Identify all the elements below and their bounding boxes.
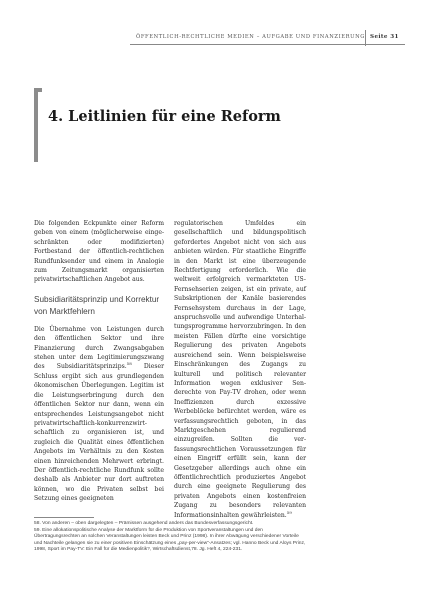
paragraph-text: Die Übernahme von Leistungen durch den öffentlichen Sektor und ihre Finanzierung durch Zwangsabgaben stehen unter dem Legitimierungszwang des Subsidiaritätsprinzips. bbox=[34, 325, 164, 371]
chapter-title: 4. Leitlinien für eine Reform bbox=[48, 108, 281, 125]
paragraph bbox=[174, 219, 306, 520]
header-rule bbox=[130, 44, 405, 45]
footnote-rule bbox=[34, 517, 94, 518]
footnote: 59. Eine allokationspolitische Analyse der Marktform für die Produktion von Sportveranstaltungen und den Übertragungsrechten an solchen Veranstaltungen leisten Beck und Prinz (1998). In ihrer Abwägung verschiedener Vorteile und Nachteile gelangen sie zu einer positiven Einschätzung eines „pay-per-view“-Ansatzes; vgl. Hanno Beck und Aloys Prinz, 1998, Sport im Pay-TV: Ein Fall für die Medienpolitik?, Wirtschaftsdienst,78. Jg. Heft 4, 224-231. bbox=[34, 527, 306, 553]
right-column bbox=[174, 219, 306, 520]
running-title: ÖFFENTLICH-RECHTLICHE MEDIEN – AUFGABE UND FINANZIERUNG bbox=[135, 34, 365, 40]
left-column bbox=[34, 219, 164, 504]
paragraph: Die folgenden Eckpunkte einer Reform geben von einem (möglicherweise eingeschränkten oder modifizierten) Fortbestand der öffentlich-rechtlichen Rundfunksender und einem in Analogie zum Zeitungsmarkt organisierten privatwirtschaftlichen Angebot aus. bbox=[34, 220, 164, 284]
paragraph-text: regulatorischen Umfeldes ein gesellschaftlich und bildungspolitisch gefordertes Angebot nicht von sich aus anbieten würden. Für staatliche Eingriffe in den Markt ist eine überzeugende Rechtfertigung erforderlich. Wie die weltweit erfolgreich vermarkteten US-Fernsehserien zeigen, ist ein private, auf Subskriptionen der Kanäle basierendes Fernsehsystem durchaus in der Lage, anspruchsvolle und aufwendige Unterhaltungsprogramme hervorzubringen. In den meisten Fällen dürfte eine vorsichtige Regulierung des privaten Angebots ausreichend sein. Wenn beispielsweise Einschränkungen des Zugangs zu kulturell und politisch relevanter Information wegen exklusiver Senderechte von Pay-TV drohen, oder wenn Ineffizienzen durch exzessive Werbeblöcke befürchtet werden, wäre es verfassungsrechtlich geboten, in das Marktgeschehen regulierend einzugreifen. Sollten die verfassungsrechtlichen Voraussetzungen für einen Eingriff erfüllt sein, kann der Gesetzgeber allerdings auch ohne ein öffentlichrechtlich produziertes Angebot durch eine geeignete Regulierung des privaten Angebots einen kostenfreien Zugang zu besonders relevanten Informationsinhalten gewährleisten. bbox=[174, 220, 306, 519]
footnotes bbox=[34, 521, 306, 554]
footnote: 58. Von anderen – oben dargelegten – Prämissen ausgehend anders das Bundesverfassungsgericht. bbox=[34, 521, 254, 526]
section-subheading: Subsidiaritätsprinzip und Korrektur von Marktfehlern bbox=[34, 294, 160, 316]
page-number: Seite 31 bbox=[370, 34, 399, 40]
chapter-bracket bbox=[34, 88, 42, 162]
paragraph bbox=[34, 325, 164, 504]
footnote-ref[interactable]: 59 bbox=[286, 509, 292, 515]
paragraph-text: Dieser Schluss ergibt sich aus grundlegenden ökonomischen Überlegungen. Legitim ist die Leistungserbringung durch den öffentlichen Sektor nur dann, wenn ein entsprechendes Leistungsangebot nicht privatwirtschaftlich-konkurrenzwirtschaftlich zu organisieren ist, und zugleich die Qualität eines öffentlichen Angebots im Verhältnis zu den Kosten einen hinreichenden Mehrwert erbringt. Der öffentlich-rechtliche Rundfunk sollte deshalb als Anbieter nur dort auftreten können, wo die Privaten selbst bei Setzung eines geeigneten bbox=[34, 363, 164, 503]
footnote-ref[interactable]: 58 bbox=[126, 361, 132, 367]
